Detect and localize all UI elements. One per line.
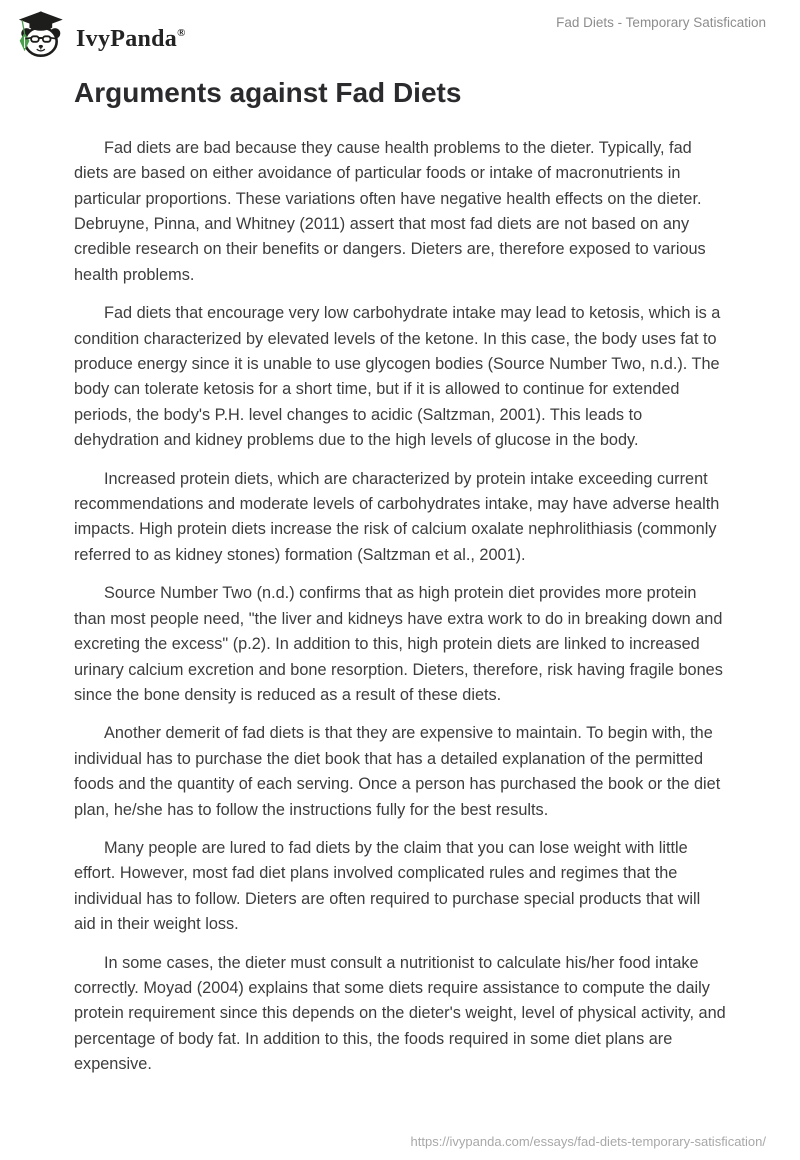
source-url[interactable]: https://ivypanda.com/essays/fad-diets-temporary-satisfication/ bbox=[410, 1134, 766, 1149]
registered-mark: ® bbox=[177, 27, 186, 39]
brand[interactable] bbox=[14, 8, 186, 62]
paragraph: Increased protein diets, which are characterized by protein intake exceeding current recommendations and moderate levels of carbohydrates intake, may have adverse health impacts. High protein diets increase the risk of calcium oxalate nephrolithiasis (commonly referred to as kidney stones) formation (Saltzman et al., 2001). bbox=[74, 469, 720, 564]
paragraph: Many people are lured to fad diets by the claim that you can lose weight with little effort. However, most fad diet plans involved complicated rules and regimes that the individual has to follow. Dieters are often required to purchase special products that will aid in their weight loss. bbox=[74, 838, 701, 934]
paragraph: Another demerit of fad diets is that they are expensive to maintain. To begin with, the individual has to purchase the diet book that has a detailed explanation of the permitted foods and the quantity of each serving. Once a person has purchased the book or the diet plan, he/she has to follow the instructions fully for the best results. bbox=[74, 724, 721, 819]
page-title: Arguments against Fad Diets bbox=[74, 77, 462, 108]
paragraph: Fad diets are bad because they cause health problems to the dieter. Typically, fad diets are based on either avoidance of particular foods or intake of macronutrients in particular proportions. These variations often have negative health effects on the dieter. Debruyne, Pinna, and Whitney (2011) assert that most fad diets are not based on any credible research on their benefits or dangers. Dieters are, therefore exposed to various health problems. bbox=[74, 138, 706, 284]
running-title: Fad Diets - Temporary Satisfication bbox=[556, 15, 766, 30]
page-header bbox=[0, 0, 800, 58]
page-footer bbox=[411, 1134, 766, 1149]
article bbox=[74, 78, 726, 1078]
ivypanda-logo-icon bbox=[14, 8, 66, 62]
paragraph: Fad diets that encourage very low carbohydrate intake may lead to ketosis, which is a condition characterized by elevated levels of the ketone. In this case, the body uses fat to produce energy since it is unable to use glycogen bodies (Source Number Two, n.d.). The body can tolerate ketosis for a short time, but if it is allowed to continue for extended periods, the body's P.H. level changes to acidic (Saltzman, 2001). This leads to dehydration and kidney problems due to the high levels of glucose in the body. bbox=[74, 304, 721, 450]
brand-name: IvyPanda® bbox=[76, 26, 186, 52]
paragraph: Source Number Two (n.d.) confirms that as high protein diet provides more protein than most people need, "the liver and kidneys have extra work to do in breaking down and excreting the excess" (p.2). In addition to this, high protein diets are linked to increased urinary calcium excretion and bone resorption. Dieters, therefore, risk having fragile bones since the bone density is reduced as a result of these diets. bbox=[74, 584, 723, 704]
paragraph: In some cases, the dieter must consult a nutritionist to calculate his/her food intake correctly. Moyad (2004) explains that some diets require assistance to compute the daily protein requirement since this depends on the dieter's weight, level of physical activity, and percentage of body fat. In addition to this, the foods required in some diet plans are expensive. bbox=[74, 953, 726, 1074]
